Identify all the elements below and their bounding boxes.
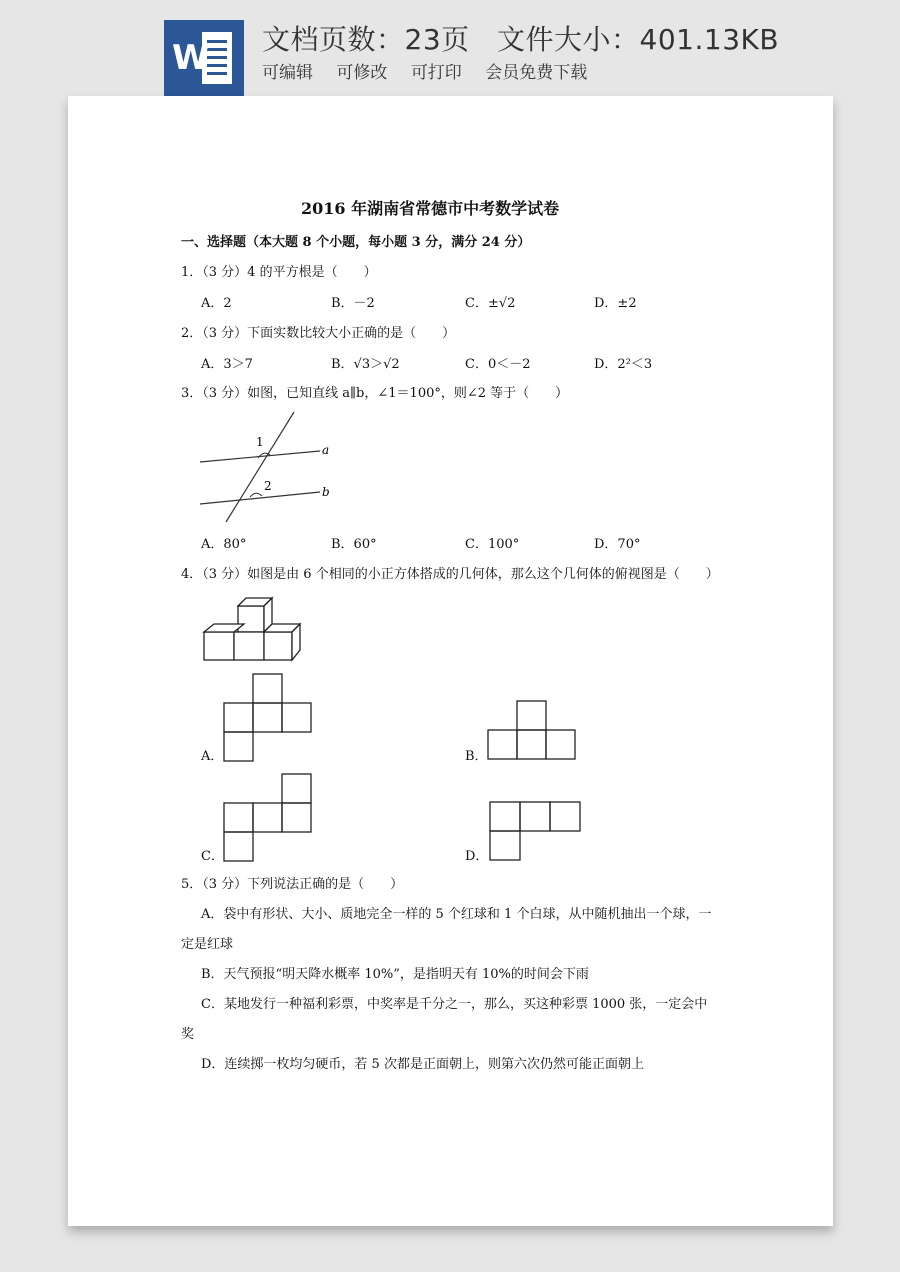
- line-a: [200, 451, 320, 462]
- transversal-line: [226, 412, 294, 522]
- file-size: 文件大小：401.13KB: [497, 23, 780, 56]
- q4-option-a: A．: [201, 749, 224, 764]
- question-5-stem: 5．（3 分）下列说法正确的是（ ）: [181, 877, 404, 892]
- q4-option-c: C．: [201, 849, 224, 864]
- feature-printable: 可打印: [410, 63, 462, 83]
- word-letter: W: [172, 38, 210, 78]
- q5-option-c-line2: 奖: [181, 1027, 195, 1042]
- q4-option-b: B．: [465, 749, 488, 764]
- q2-option-d: D．2²＜3: [594, 357, 653, 372]
- top-view-option-a: [222, 672, 314, 762]
- angle-2-label: 2: [264, 479, 272, 493]
- question-1-stem: 1．（3 分）4 的平方根是（ ）: [181, 265, 377, 280]
- q1-option-d: D．±2: [594, 296, 637, 311]
- q2-option-a: A．3＞7: [201, 357, 253, 372]
- file-info: [262, 18, 797, 58]
- question-4-stem: 4．（3 分）如图是由 6 个相同的小正方体搭成的几何体，那么这个几何体的俯视图是（ ）: [181, 567, 719, 582]
- word-document-icon: [164, 20, 244, 96]
- q3-option-b: B．60°: [331, 537, 377, 552]
- top-view-option-b: [486, 699, 578, 761]
- q5-option-a-line2: 定是红球: [181, 937, 234, 952]
- q4-option-d: D．: [465, 849, 489, 864]
- exam-page: [68, 96, 833, 1226]
- feature-modifiable: 可修改: [336, 63, 388, 83]
- q5-option-c-line1: C．某地发行一种福利彩票，中奖率是千分之一，那么，买这种彩票 1000 张，一定会中: [201, 997, 708, 1012]
- q1-option-a: A．2: [201, 296, 232, 311]
- angle-1-label: 1: [256, 435, 264, 449]
- section-heading: 一、选择题（本大题 8 个小题，每小题 3 分，满分 24 分）: [181, 235, 531, 250]
- page-count: 文档页数：23页: [262, 23, 470, 56]
- parallel-lines-figure: [196, 406, 346, 526]
- feature-list: [262, 58, 605, 83]
- q5-option-a-line1: A．袋中有形状、大小、质地完全一样的 5 个红球和 1 个白球，从中随机抽出一个球，一: [201, 907, 712, 922]
- q3-option-c: C．100°: [465, 537, 520, 552]
- cube-stack-figure: [200, 590, 304, 664]
- top-view-option-c: [222, 772, 314, 862]
- question-2-stem: 2．（3 分）下面实数比较大小正确的是（ ）: [181, 326, 456, 341]
- q5-option-b: B．天气预报“明天降水概率 10%”，是指明天有 10%的时间会下雨: [201, 967, 589, 982]
- angle-2-arc: [250, 493, 262, 497]
- exam-title: 2016 年湖南省常德市中考数学试卷: [301, 199, 560, 218]
- question-3-stem: 3．（3 分）如图，已知直线 a∥b，∠1＝100°，则∠2 等于（ ）: [181, 386, 569, 401]
- q2-option-b: B．√3＞√2: [331, 357, 400, 372]
- download-banner: [0, 0, 900, 96]
- q3-option-d: D．70°: [594, 537, 641, 552]
- line-a-label: a: [322, 443, 330, 457]
- line-b-label: b: [322, 485, 330, 499]
- feature-editable: 可编辑: [262, 63, 313, 83]
- q1-option-b: B．－2: [331, 296, 375, 311]
- top-view-option-d: [488, 800, 582, 862]
- q2-option-c: C．0＜－2: [465, 357, 531, 372]
- q1-option-c: C．±√2: [465, 296, 516, 311]
- q3-option-a: A．80°: [201, 537, 247, 552]
- q5-option-d: D．连续掷一枚均匀硬币，若 5 次都是正面朝上，则第六次仍然可能正面朝上: [201, 1057, 644, 1072]
- feature-member-download: 会员免费下载: [485, 63, 588, 83]
